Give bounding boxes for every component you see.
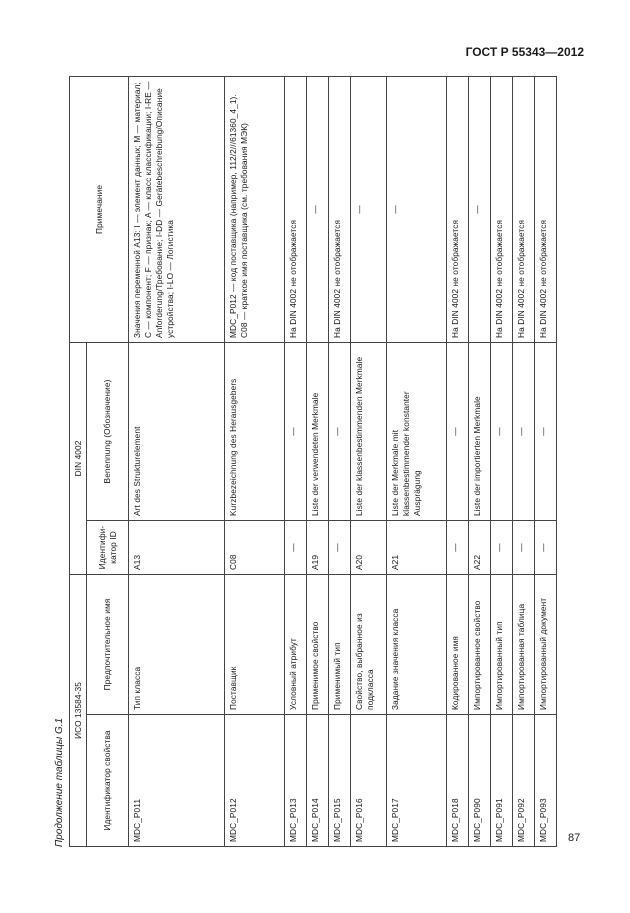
cell-prop-id: MDC_P011 — [129, 715, 225, 847]
cell-designation: Liste der Merkmale mit klassenbestimmender konstanter Ausprägung — [387, 342, 447, 520]
cell-note: Значения переменной A13: I — элемент данных; M — материал; C — компонент; F — признак; A — класс классификации; I-RE — Anforderung/Требование; I-DD — Gerätebeschreibung/Описание устройства; I-LO — Логистика — [129, 76, 225, 342]
cell-name: Импортированный тип — [491, 574, 513, 714]
table-row — [447, 76, 469, 846]
cell-designation: Art des Strukturelement — [129, 342, 225, 520]
cell-note: — — [469, 76, 491, 342]
cell-note: — — [351, 76, 387, 342]
page-number: 87 — [568, 832, 581, 844]
cell-note: MDC_P012 — код поставщика (например, 112/2///61360_4_1). C08 — краткое имя поставщика (см. требования МЭК) — [225, 76, 285, 342]
cell-prop-id: MDC_P018 — [447, 715, 469, 847]
cell-din-id: — — [491, 520, 513, 574]
cell-name: Импортированный документ — [535, 574, 557, 714]
cell-note: На DIN 4002 не отображается — [447, 76, 469, 342]
col-header-id: Идентифи-катор ID — [87, 520, 129, 574]
document-header: ГОСТ Р 55343—2012 — [465, 45, 584, 59]
cell-designation: Liste der klassenbestimmenden Merkmale — [351, 342, 387, 520]
cell-name: Тип класса — [129, 574, 225, 714]
cell-note: — — [307, 76, 329, 342]
cell-designation: — — [491, 342, 513, 520]
cell-designation: — — [447, 342, 469, 520]
cell-designation: Liste der importierten Merkmale — [469, 342, 491, 520]
table-row — [491, 76, 513, 846]
table-row — [329, 76, 351, 846]
rotated-table-area — [54, 77, 574, 847]
cell-prop-id: MDC_P090 — [469, 715, 491, 847]
col-header-note: Примечание — [70, 76, 129, 342]
cell-din-id: A20 — [351, 520, 387, 574]
table-row — [225, 76, 285, 846]
cell-note: На DIN 4002 не отображается — [535, 76, 557, 342]
cell-din-id: A21 — [387, 520, 447, 574]
table-row — [285, 76, 307, 846]
col-header-prop-id: Идентификатор свойства — [87, 715, 129, 847]
cell-note: На DIN 4002 не отображается — [513, 76, 535, 342]
cell-prop-id: MDC_P013 — [285, 715, 307, 847]
cell-din-id: — — [329, 520, 351, 574]
cell-din-id: A22 — [469, 520, 491, 574]
cell-name: Импортированное свойство — [469, 574, 491, 714]
cell-din-id: — — [285, 520, 307, 574]
mapping-table — [69, 76, 557, 847]
group-header-iso: ИСО 13584-35 — [70, 574, 87, 846]
table-row — [513, 76, 535, 846]
table-row — [307, 76, 329, 846]
cell-designation: Kurzbezeichnung des Herausgebers — [225, 342, 285, 520]
table-row — [535, 76, 557, 846]
cell-designation: — — [513, 342, 535, 520]
cell-prop-id: MDC_P014 — [307, 715, 329, 847]
cell-note: На DIN 4002 не отображается — [285, 76, 307, 342]
cell-name: Применимое свойство — [307, 574, 329, 714]
col-header-pref-name: Предпочтительное имя — [87, 574, 129, 714]
cell-name: Импортированная таблица — [513, 574, 535, 714]
cell-din-id: A19 — [307, 520, 329, 574]
cell-name: Кодированное имя — [447, 574, 469, 714]
cell-note: — — [387, 76, 447, 342]
cell-designation: — — [329, 342, 351, 520]
cell-name: Задание значения класса — [387, 574, 447, 714]
cell-din-id: A13 — [129, 520, 225, 574]
col-header-designation: Benennung (Обозначение) — [87, 342, 129, 520]
cell-name: Условный атрибут — [285, 574, 307, 714]
group-header-din: DIN 4002 — [70, 342, 87, 574]
cell-name: Поставщик — [225, 574, 285, 714]
table-row — [387, 76, 447, 846]
cell-prop-id: MDC_P015 — [329, 715, 351, 847]
table-row — [129, 76, 225, 846]
cell-din-id: C08 — [225, 520, 285, 574]
cell-note: На DIN 4002 не отображается — [329, 76, 351, 342]
cell-prop-id: MDC_P017 — [387, 715, 447, 847]
cell-designation: Liste der verwendeten Merkmale — [307, 342, 329, 520]
table-row — [469, 76, 491, 846]
cell-prop-id: MDC_P093 — [535, 715, 557, 847]
cell-prop-id: MDC_P091 — [491, 715, 513, 847]
cell-prop-id: MDC_P092 — [513, 715, 535, 847]
cell-designation: — — [535, 342, 557, 520]
cell-prop-id: MDC_P016 — [351, 715, 387, 847]
table-row — [351, 76, 387, 846]
cell-prop-id: MDC_P012 — [225, 715, 285, 847]
cell-din-id: — — [447, 520, 469, 574]
cell-designation: — — [285, 342, 307, 520]
cell-name: Свойство, выбранное из подкласса — [351, 574, 387, 714]
cell-din-id: — — [513, 520, 535, 574]
cell-name: Применимый тип — [329, 574, 351, 714]
cell-note: На DIN 4002 не отображается — [491, 76, 513, 342]
table-caption: Продолжение таблицы G.1 — [54, 717, 65, 847]
cell-din-id: — — [535, 520, 557, 574]
